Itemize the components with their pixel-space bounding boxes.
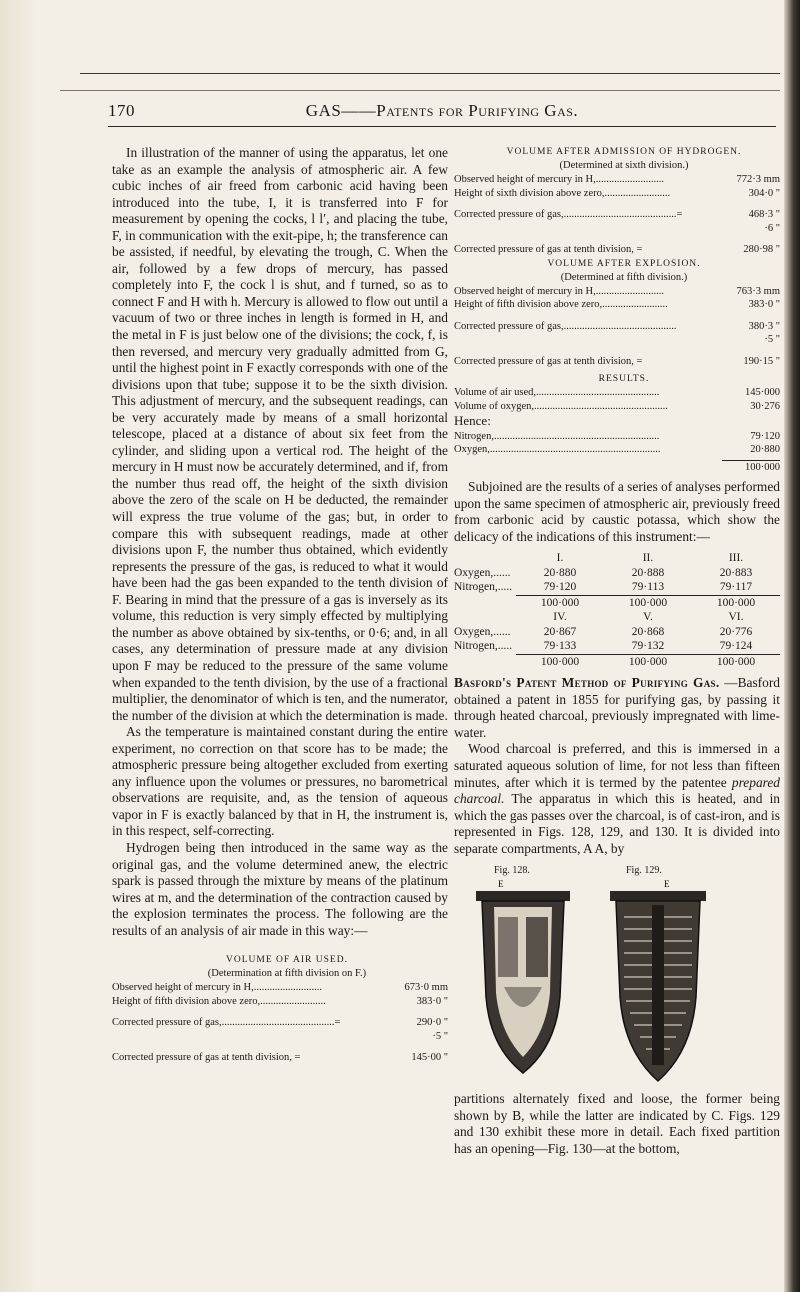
- results-heading: RESULTS.: [598, 374, 650, 384]
- row-value: ·5 ": [764, 334, 780, 345]
- row-value: 772·3 mm: [736, 174, 780, 185]
- row-label: Height of sixth division above zero,.........................: [454, 187, 671, 199]
- table-cell: 20·776: [719, 625, 753, 638]
- row-value: 763·3 mm: [736, 285, 780, 297]
- table-header-row: [454, 551, 780, 566]
- row-value: 20·880: [750, 444, 780, 456]
- row-label: Oxygen,......: [454, 625, 511, 638]
- row-value: 280·98 ": [743, 244, 780, 255]
- row-value: 190·15 ": [743, 355, 780, 367]
- table-row: [454, 333, 780, 347]
- table-cell: 20·868: [631, 625, 665, 638]
- figures: [454, 863, 780, 1091]
- table-row: [454, 243, 780, 257]
- row-value: 673·0 mm: [404, 982, 448, 994]
- running-header: [108, 101, 776, 125]
- table-row: [454, 566, 780, 581]
- table-row: [454, 625, 780, 640]
- column-header: I.: [556, 552, 564, 565]
- row-label: Corrected pressure of gas at tenth division, =: [454, 355, 643, 367]
- table-header-row: [454, 610, 780, 625]
- column-header: IV.: [553, 611, 567, 624]
- table-cell: 20·867: [543, 625, 577, 638]
- paragraph: partitions alternately fixed and loose, the former being shown by B, while the latter are indicated by C. Figs. 129 and 130 exhibit these more in detail. Each fixed partition has an opening—Fig. 130—at the bottom,: [454, 1091, 780, 1156]
- row-label: Oxygen,.................................................................: [454, 444, 661, 456]
- paragraph: As the temperature is maintained constant during the entire experiment, no correction on that score has to be made; the atmospheric pressure being altogether excluded from exerting any influence upon the volumes or pressures, no barometrical observations are requisite, and, as the tension of aqueous vapor in F is exactly balanced by that in H, the instrument is, in this respect, self-correcting.: [112, 724, 448, 839]
- fig-label-e: E: [498, 879, 504, 890]
- row-label: Corrected pressure of gas,...........................................: [454, 320, 677, 332]
- series-table: [454, 551, 780, 669]
- table-row: [454, 461, 780, 475]
- row-value: ·6 ": [764, 222, 780, 234]
- row-value: 290·0 ": [416, 1017, 448, 1029]
- row-value: 304·0 ": [748, 187, 780, 199]
- left-column: [112, 145, 448, 1065]
- row-value: 145·00 ": [411, 1052, 448, 1064]
- table-row: [112, 981, 448, 995]
- row-label: Corrected pressure of gas at tenth division, =: [454, 244, 643, 255]
- table-subheading: (Determined at fifth division.): [560, 271, 688, 283]
- row-label: Corrected pressure of gas,...........................................=: [454, 209, 683, 220]
- top-rule: [80, 73, 780, 74]
- row-label: Observed height of mercury in H,..........................: [454, 285, 664, 297]
- table-row: [454, 580, 780, 595]
- column-header: VI.: [728, 611, 744, 624]
- table-row: [454, 298, 780, 312]
- column-header: II.: [642, 552, 654, 565]
- page-number: 170: [108, 101, 135, 120]
- right-column: [454, 145, 780, 1157]
- table-row: [454, 355, 780, 369]
- top-rule-2: [60, 90, 780, 91]
- table-subheading: (Determination at fifth division on F.): [207, 968, 367, 980]
- table-total-row: [454, 595, 780, 611]
- row-label: Volume of air used,...............................................: [454, 387, 660, 398]
- row-label: Nitrogen,.....: [454, 581, 513, 594]
- section-heading: Basford's Patent Method of Purifying Gas.: [454, 675, 720, 691]
- table-row: [454, 187, 780, 201]
- row-value: ·5 ": [432, 1030, 448, 1042]
- table-row: [454, 222, 780, 236]
- row-label: Corrected pressure of gas at tenth division, =: [112, 1052, 301, 1064]
- row-label: Volume of oxygen,...................................................: [454, 400, 668, 412]
- table-row: [112, 1016, 448, 1030]
- row-label: Observed height of mercury in H,..........................: [454, 174, 664, 185]
- figure-128-retort: [468, 877, 578, 1083]
- table-cell: 100·000: [516, 595, 604, 611]
- paragraph: [454, 675, 780, 741]
- table-cell: 100·000: [516, 654, 604, 670]
- table-cell: 20·883: [719, 566, 753, 579]
- row-label: Oxygen,......: [454, 566, 511, 579]
- paragraph-text: —Basford obtained a patent in 1855 for purifying gas, by passing it through heated charcoal, previously impregnated with lime-water.: [454, 675, 780, 740]
- table-row: [454, 400, 780, 414]
- table-cell: 100·000: [692, 595, 780, 611]
- table-heading: VOLUME AFTER EXPLOSION.: [547, 258, 701, 269]
- header-rule: [108, 126, 776, 127]
- column-header: V.: [643, 611, 653, 624]
- table-row: [112, 1051, 448, 1065]
- paragraph-text: Wood charcoal is preferred, and this is immersed in a saturated aqueous solution of lime, for not less than fifteen minutes, after which it is termed by the patentee: [454, 741, 780, 790]
- table-row: [454, 386, 780, 400]
- table-row: [454, 443, 780, 457]
- table-row: [454, 430, 780, 444]
- table-row: [112, 995, 448, 1009]
- table-heading: VOLUME AFTER ADMISSION OF HYDROGEN.: [506, 147, 742, 157]
- row-value: 383·0 ": [416, 995, 448, 1007]
- table-cell: 100·000: [604, 654, 692, 670]
- row-label: Height of fifth division above zero,.........................: [112, 995, 326, 1007]
- row-value: 30·276: [750, 400, 780, 412]
- table-heading: VOLUME OF AIR USED.: [226, 955, 348, 966]
- table-cell: 20·888: [631, 566, 665, 579]
- row-value: 100·000: [745, 461, 780, 473]
- table-cell: 20·880: [543, 566, 577, 579]
- page-binding-edge: [784, 0, 800, 1292]
- row-label: Corrected pressure of gas,...........................................=: [112, 1017, 341, 1029]
- row-value: 468·3 ": [748, 209, 780, 220]
- table-cell: 100·000: [604, 595, 692, 611]
- table-cell: 79·133: [543, 640, 577, 653]
- table-row: [454, 639, 780, 654]
- table-cell: 79·124: [719, 640, 753, 653]
- table-cell: 100·000: [692, 654, 780, 670]
- fig-label-e: E: [664, 879, 670, 890]
- paragraph-text: The apparatus in which this is heated, and in which the gas passes over the charcoal, is of cast-iron, and is represented in Figs. 128, 129, and 130. It is divided into separate compartments, A A, by: [454, 791, 780, 856]
- row-label: Height of fifth division above zero,.........................: [454, 299, 668, 310]
- paragraph: In illustration of the manner of using the apparatus, let one take as an example the analysis of atmospheric air. A few cubic inches of air freed from carbonic acid having been introduced into the tube, I, it is transferred into F for measurement by opening the cocks, l l′, and placing the tube, F, in communication with the exit-pipe, h; the transference can be assisted, if needful, by elevating the trough, C. When the air, followed by a few drops of mercury, has passed completely into F, the cock l is shut, and f turned, so as to connect F and H with h. Mercury is allowed to flow out until a vacuum of two or three inches in length is formed in H, and the metal in F is just below one of the divisions; the cock, f, is then reversed, and mercury very gradually admitted from G, until the highest point in F exactly corresponds with one of the divisions upon that tube; suppose it to be the sixth division. This adjustment of mercury, and the subsequent readings, can be very accurately made by means of a small horizontal telescope, placed at a distance of about six feet from the cylinder, and sliding upon a vertical rod. The height of the mercury in H must now be accurately determined, and if, from the number thus read off, the height of the sixth division above the zero of the scale on H be deducted, the remainder will express the true volume of the gas; but, in order to compare this with subsequent readings, made at other divisions upon F, the number thus obtained, which evidently represents the pressure of the gas, is reduced to what it would have been had the gas been expanded to the tenth division of F. Bearing in mind that the pressure of a gas is inversely as its volume, this reduction is very simply effected by multiplying the number as above obtained by six-tenths, or 0·6; and, in all cases, any determination of pressure made at any division upon F may be reduced to the pressure of the same volume when expanded to the tenth division, by the use of a fractional multiplier, the denominator of which is ten, and the numerator, the number of the division at which the determination is made.: [112, 145, 448, 723]
- table-subheading: (Determined at sixth division.): [559, 160, 689, 171]
- running-title: GAS——Patents for Purifying Gas.: [305, 101, 579, 120]
- figure-caption: Fig. 129.: [626, 865, 662, 877]
- row-label: Nitrogen,.....: [454, 640, 513, 653]
- paragraph: Hydrogen being then introduced in the same way as the original gas, and the volume determined anew, the electric spark is passed through the mixture by means of the platinum wires at m, and the determination of the contraction caused by the explosion terminates the process. The following are the results of an analysis of air made in this way:—: [112, 839, 448, 938]
- italic-term: prepared charcoal.: [454, 774, 780, 807]
- table-cell: 79·113: [631, 581, 665, 594]
- table-row: [112, 1030, 448, 1044]
- column-header: III.: [728, 552, 744, 565]
- table-row: [454, 208, 780, 222]
- paragraph: Subjoined are the results of a series of analyses performed upon the same specimen of atmospheric air, previously freed from carbonic acid by caustic potassa, which show the delicacy of the indications of this instrument:—: [454, 479, 780, 544]
- paragraph: [454, 741, 780, 857]
- row-label: Nitrogen,...............................................................: [454, 430, 660, 442]
- figure-caption: Fig. 128.: [494, 865, 530, 877]
- table-row: [454, 173, 780, 187]
- figure-129-retort-section: [604, 877, 714, 1087]
- row-value: 79·120: [750, 430, 780, 442]
- table-cell: 79·132: [631, 640, 665, 653]
- table-total-row: [454, 654, 780, 670]
- table-cell: 79·120: [543, 581, 577, 594]
- page-left-shadow: [0, 0, 36, 1292]
- table-row: [454, 285, 780, 299]
- hence-label: Hence:: [454, 413, 491, 428]
- row-value: 383·0 ": [748, 299, 780, 310]
- row-value: 145·000: [745, 387, 780, 398]
- row-value: 380·3 ": [748, 320, 780, 332]
- table-row: [454, 320, 780, 334]
- row-label: Observed height of mercury in H,..........................: [112, 982, 322, 994]
- table-cell: 79·117: [719, 581, 753, 594]
